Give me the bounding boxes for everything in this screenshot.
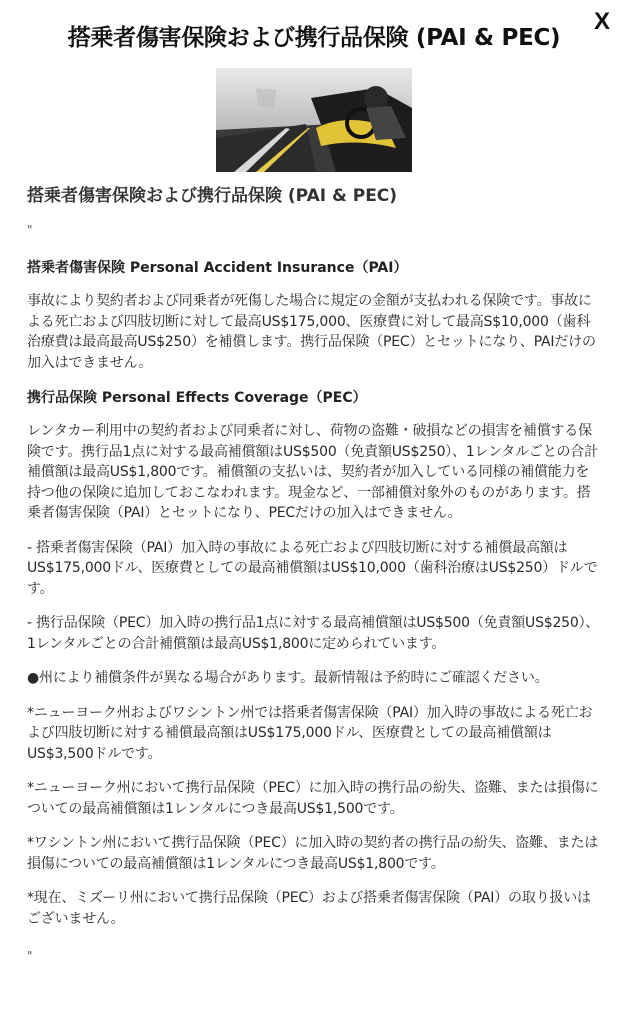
note-pec-limits: - 携行品保険（PEC）加入時の携行品1点に対する最高補償額はUS$500（免責額US$250）、1レンタルごとの合計補償額は最高US$1,800に定められています。 [27, 615, 600, 652]
close-button[interactable]: X [593, 8, 610, 35]
convertible-photo-icon [216, 68, 412, 172]
note-pai-limits: - 搭乗者傷害保険（PAI）加入時の事故による死亡および四肢切断に対する補償最高額はUS$175,000ドル、医療費としての最高補償額はUS$10,000（歯科治療はUS$250）ドルです。 [27, 539, 598, 597]
close-quote: " [27, 949, 33, 963]
open-quote: " [27, 223, 33, 237]
pai-description: 事故により契約者および同乗者が死傷した場合に規定の金額が支払われる保険です。事故による死亡および四肢切断に対して最高US$175,000、医療費に対して最高S$10,000（歯科治療費は最高最高US$250）を補償します。携行品保険（PEC）とセットになり、PAIだけの加入はできません。 [27, 293, 596, 371]
pai-heading: 搭乗者傷害保険 Personal Accident Insurance（PAI） [27, 260, 408, 276]
note-state-conditions: ●州により補償条件が異なる場合があります。最新情報は予約時にご確認ください。 [27, 670, 549, 686]
hero-image [216, 68, 412, 172]
note-ny-wa-pai: *ニューヨーク州およびワシントン州では搭乗者傷害保険（PAI）加入時の事故による死亡および四肢切断に対する補償最高額はUS$175,000ドル、医療費としての最高補償額はUS$3,500ドルです。 [27, 704, 593, 762]
modal-content [0, 183, 628, 963]
note-wa-pec: *ワシントン州において携行品保険（PEC）に加入時の契約者の携行品の紛失、盗難、または損傷についての最高補償額は1レンタルにつき最高US$1,800です。 [27, 835, 599, 872]
note-missouri: *現在、ミズーリ州において携行品保険（PEC）および搭乗者傷害保険（PAI）の取り扱いはございません。 [27, 890, 591, 927]
pec-heading: 携行品保険 Personal Effects Coverage（PEC） [27, 390, 367, 406]
modal-title: 搭乗者傷害保険および携行品保険 (PAI & PEC) [67, 25, 561, 51]
pec-description: レンタカー利用中の契約者および同乗者に対し、荷物の盗難・破損などの損害を補償する保険です。携行品1点に対する最高補償額はUS$500（免責額US$250）、1レンタルごとの合計補償額は最高US$1,800です。補償額の支払いは、契約者が加入している同様の補償能力を持つ他の保険に追加しておこなわれます。現金など、一部補償対象外のものがあります。搭乗者傷害保険（PAI）とセットになり、PECだけの加入はできません。 [27, 423, 598, 521]
note-ny-pec: *ニューヨーク州において携行品保険（PEC）に加入時の携行品の紛失、盗難、または損傷についての最高補償額は1レンタルにつき最高US$1,500です。 [27, 780, 599, 817]
content-heading: 搭乗者傷害保険および携行品保険 (PAI & PEC) [27, 186, 398, 206]
